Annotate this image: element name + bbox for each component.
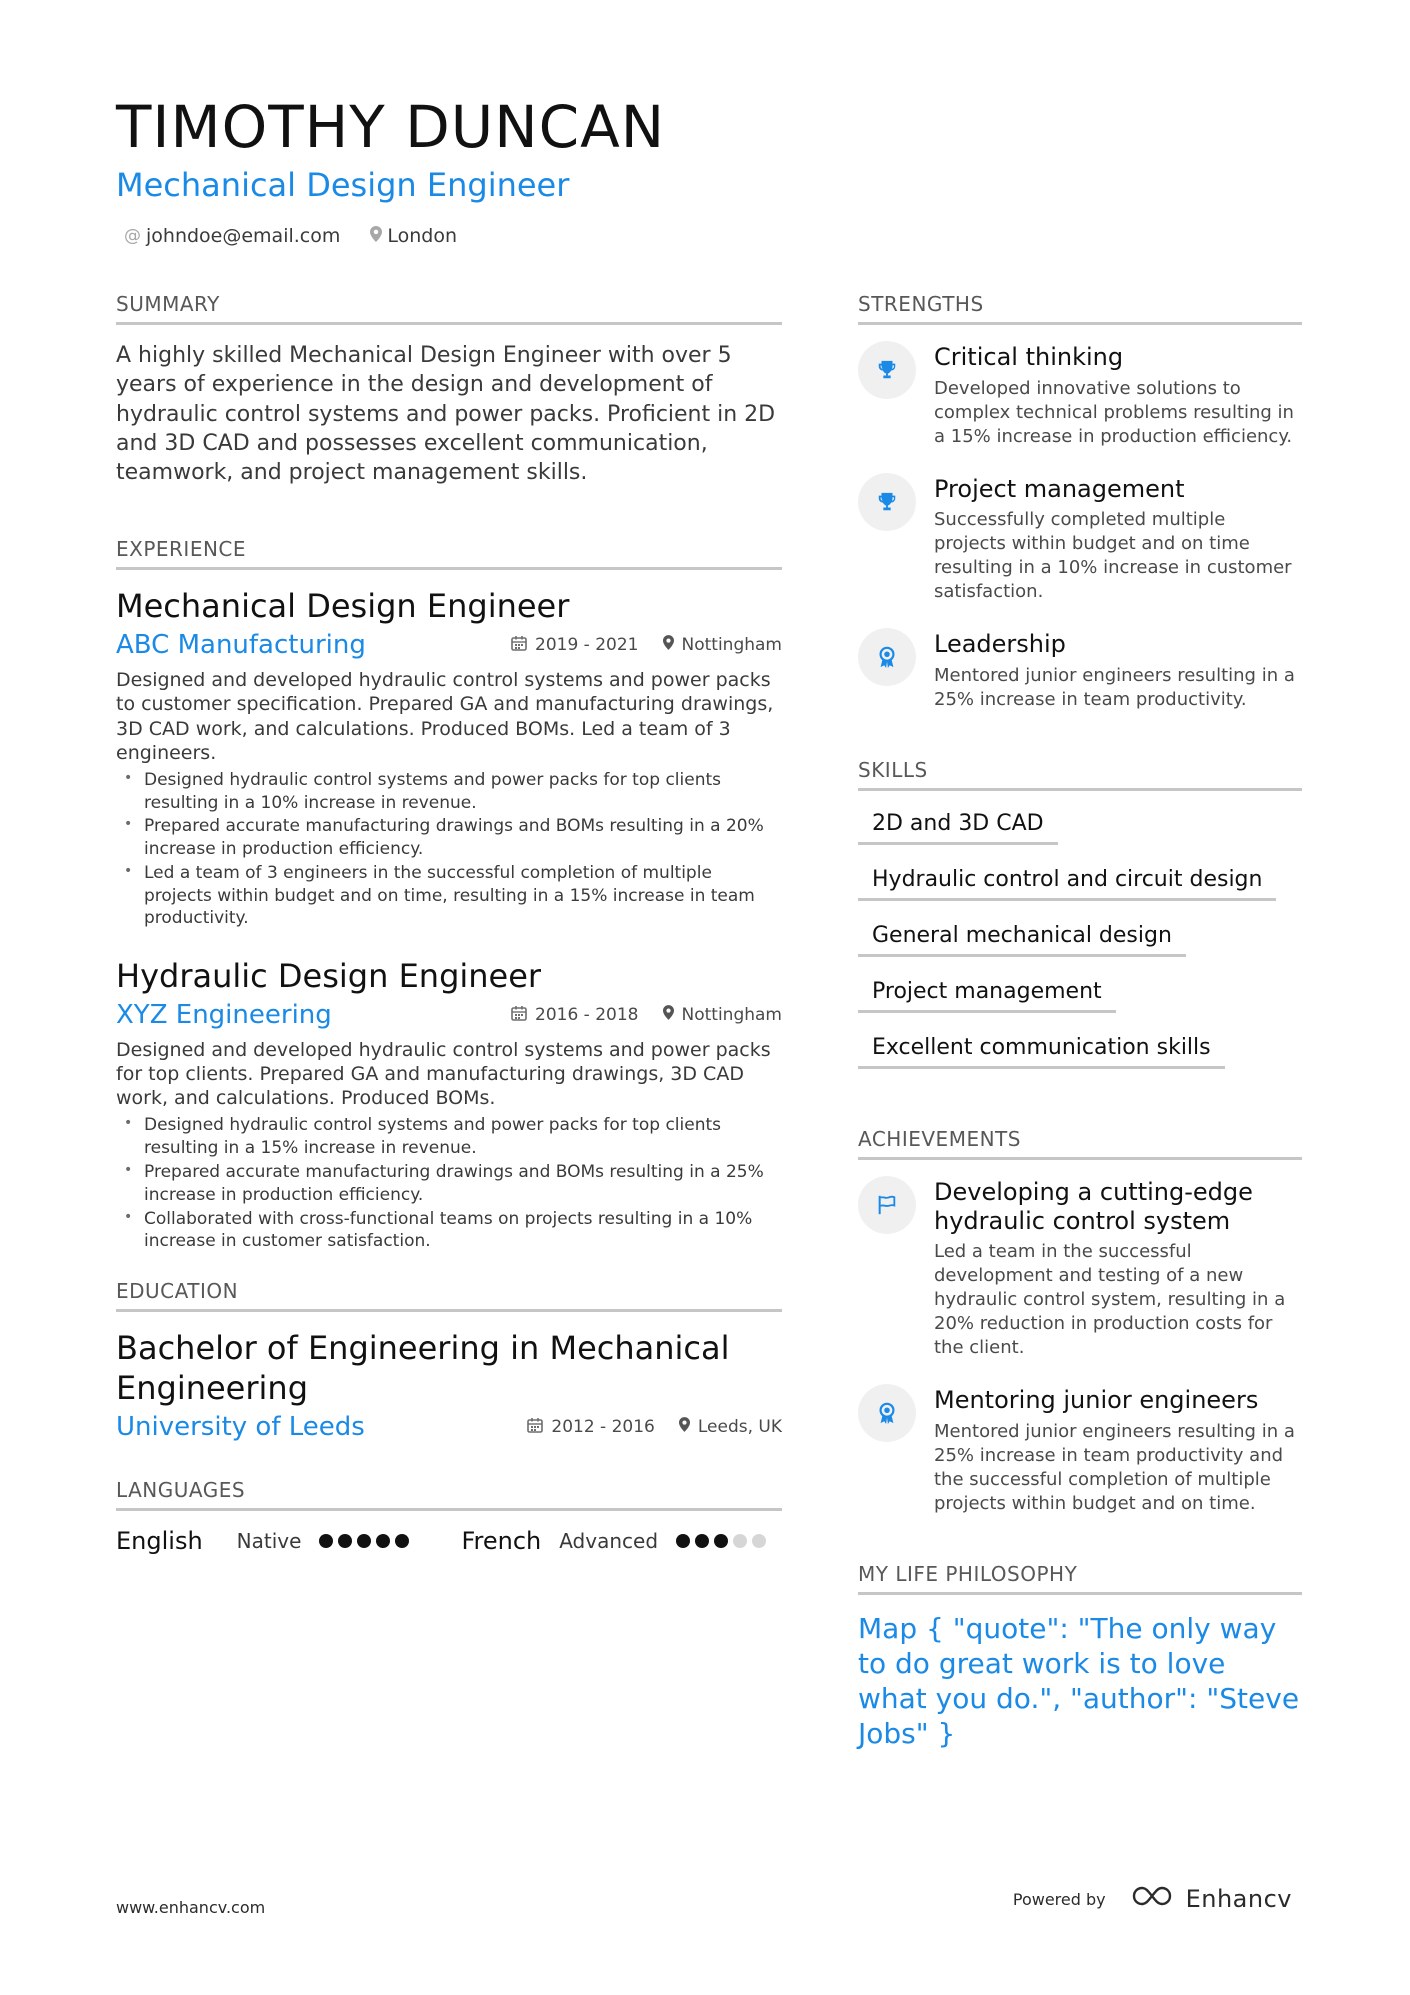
bullet-item: • Led a team of 3 engineers in the successful completion of multiple projects within budget and on time, resulting in a 15% increase in team productivity. — [116, 862, 782, 930]
strength-title: Leadership — [934, 630, 1066, 659]
bullet-item: • Designed hydraulic control systems and power packs for top clients resulting in a 10% increase in revenue. — [116, 769, 782, 815]
achievement-title: Mentoring junior engineers — [934, 1386, 1259, 1415]
brand-logo[interactable] — [1130, 1884, 1292, 1914]
summary-section — [116, 292, 782, 487]
location-pin-icon — [663, 635, 674, 655]
skill-tag: General mechanical design — [858, 919, 1186, 957]
enhancv-logo-icon — [1130, 1884, 1176, 1914]
philosophy-section — [858, 1562, 1302, 1751]
job-bullets — [116, 769, 782, 930]
location-text: Nottingham — [681, 1005, 782, 1026]
bullet-item: • Prepared accurate manufacturing drawings and BOMs resulting in a 20% increase in production efficiency. — [116, 815, 782, 861]
contact-email[interactable] — [124, 225, 340, 247]
proficiency-dots — [319, 1534, 409, 1548]
job-bullets — [116, 1114, 782, 1253]
language-name: French — [461, 1527, 542, 1556]
job-meta — [511, 635, 782, 656]
location-text: London — [387, 225, 458, 247]
degree-title: Bachelor of Engineering in Mechanical Engineering — [116, 1329, 730, 1408]
proficiency-dot-empty — [733, 1534, 747, 1548]
at-icon: @ — [124, 226, 141, 246]
contact-info — [124, 225, 457, 247]
education-dates — [527, 1417, 654, 1438]
skill-tag: Hydraulic control and circuit design — [858, 863, 1276, 901]
proficiency-dot-filled — [319, 1534, 333, 1548]
calendar-icon — [527, 1417, 543, 1438]
language-item — [461, 1527, 766, 1555]
strength-title: Project management — [934, 474, 1185, 503]
job-title: Mechanical Design Engineer — [116, 587, 570, 626]
strength-item — [858, 473, 1302, 605]
proficiency-dot-filled — [676, 1534, 690, 1548]
company-name: XYZ Engineering — [116, 1000, 332, 1031]
location-text: Leeds, UK — [697, 1417, 782, 1438]
job-description: Designed and developed hydraulic control systems and power packs to customer specification. Prepared GA and manufacturing drawings, 3D CAD work, and calculations. Produced BOMs. Led a team of 3 engineers. — [116, 669, 774, 764]
languages-heading: LANGUAGES — [116, 1478, 782, 1511]
education-section — [116, 1279, 782, 1442]
proficiency-dot-filled — [357, 1534, 371, 1548]
powered-by-label: Powered by — [1012, 1889, 1106, 1909]
education-location — [679, 1417, 782, 1437]
job-entry — [116, 586, 782, 930]
brand-name: Enhancv — [1185, 1885, 1292, 1913]
trophy-icon — [858, 341, 916, 399]
skills-list — [858, 807, 1302, 1069]
language-item — [116, 1527, 409, 1555]
flag-icon — [858, 1176, 916, 1234]
location-pin-icon — [370, 226, 382, 247]
strengths-section — [858, 292, 1302, 712]
achievement-description: Led a team in the successful development and testing of a new hydraulic control system, resulting in a 20% reduction in production costs for the client. — [934, 1241, 1286, 1359]
strength-title: Critical thinking — [934, 343, 1124, 371]
proficiency-dot-filled — [376, 1534, 390, 1548]
location-pin-icon — [679, 1417, 690, 1437]
achievement-description: Mentored junior engineers resulting in a 25% increase in team productivity and the successful completion of multiple projects within budget and on time. — [934, 1420, 1295, 1514]
contact-location — [370, 225, 457, 247]
strength-description: Successfully completed multiple projects within budget and on time resulting in a 10% increase in customer satisfaction. — [934, 509, 1292, 603]
left-column — [116, 292, 782, 1555]
proficiency-dot-empty — [752, 1534, 766, 1548]
achievements-heading: ACHIEVEMENTS — [858, 1127, 1302, 1160]
language-name: English — [116, 1527, 203, 1556]
philosophy-quote: Map { "quote": "The only way to do great work is to love what you do.", "author": "Steve Jobs" } — [858, 1611, 1300, 1750]
bullet-item: • Designed hydraulic control systems and power packs for top clients resulting in a 15% increase in revenue. — [116, 1114, 782, 1160]
job-title: Hydraulic Design Engineer — [116, 957, 542, 996]
email-text: johndoe@email.com — [146, 225, 341, 247]
proficiency-dot-filled — [695, 1534, 709, 1548]
skill-tag: Project management — [858, 975, 1116, 1013]
job-entry — [116, 956, 782, 1253]
language-level: Advanced — [559, 1529, 659, 1554]
skill-tag: Excellent communication skills — [858, 1031, 1225, 1069]
philosophy-heading: MY LIFE PHILOSOPHY — [858, 1562, 1302, 1595]
achievement-item — [858, 1384, 1302, 1516]
proficiency-dot-filled — [395, 1534, 409, 1548]
skill-tag: 2D and 3D CAD — [858, 807, 1058, 845]
strengths-heading: STRENGTHS — [858, 292, 1302, 325]
footer-branding — [1013, 1884, 1292, 1914]
job-subheader — [116, 630, 782, 660]
location-pin-icon — [663, 1005, 674, 1025]
candidate-role: Mechanical Design Engineer — [116, 166, 570, 204]
language-level: Native — [236, 1529, 302, 1554]
right-column — [858, 292, 1302, 1751]
candidate-name: TIMOTHY DUNCAN — [116, 93, 666, 161]
bullet-item: • Collaborated with cross-functional teams on projects resulting in a 10% increase in customer satisfaction. — [116, 1208, 782, 1254]
experience-section — [116, 537, 782, 1253]
education-subheader — [116, 1412, 782, 1442]
education-meta — [527, 1417, 782, 1438]
languages-section — [116, 1478, 782, 1555]
job-meta — [511, 1005, 782, 1026]
education-heading: EDUCATION — [116, 1279, 782, 1312]
dates-text: 2012 - 2016 — [551, 1417, 655, 1438]
strength-description: Mentored junior engineers resulting in a 25% increase in team productivity. — [934, 664, 1295, 710]
strength-item — [858, 628, 1302, 712]
proficiency-dot-filled — [714, 1534, 728, 1548]
proficiency-dot-filled — [338, 1534, 352, 1548]
trophy-icon — [858, 473, 916, 531]
job-location — [663, 635, 783, 655]
bullet-item: • Prepared accurate manufacturing drawings and BOMs resulting in a 25% increase in production efficiency. — [116, 1161, 782, 1207]
achievement-title: Developing a cutting-edge hydraulic control system — [934, 1177, 1253, 1235]
achievements-section — [858, 1127, 1302, 1516]
strength-description: Developed innovative solutions to complex technical problems resulting in a 15% increase in production efficiency. — [934, 377, 1294, 447]
footer-website-link[interactable]: www.enhancv.com — [116, 1898, 266, 1917]
calendar-icon — [511, 1005, 527, 1026]
company-name: ABC Manufacturing — [116, 630, 366, 661]
job-dates — [511, 1005, 638, 1026]
job-location — [663, 1005, 783, 1025]
summary-heading: SUMMARY — [116, 292, 782, 325]
experience-heading: EXPERIENCE — [116, 537, 782, 570]
proficiency-dots — [676, 1534, 766, 1548]
skills-section — [858, 758, 1302, 1069]
dates-text: 2016 - 2018 — [535, 1005, 639, 1026]
strength-item — [858, 341, 1302, 449]
summary-text: A highly skilled Mechanical Design Engineer with over 5 years of experience in the design and development of hydraulic control systems and power packs. Proficient in 2D and 3D CAD and possesses excellent communication, teamwork, and project management skills. — [116, 343, 776, 485]
job-subheader — [116, 1000, 782, 1030]
job-dates — [511, 635, 638, 656]
languages-list — [116, 1527, 782, 1555]
job-description: Designed and developed hydraulic control systems and power packs for top clients. Prepared GA and manufacturing drawings, 3D CAD work, and calculations. Produced BOMs. — [116, 1039, 771, 1110]
achievement-item — [858, 1176, 1302, 1360]
medal-icon — [858, 628, 916, 686]
skills-heading: SKILLS — [858, 758, 1302, 791]
medal-icon — [858, 1384, 916, 1442]
school-name: University of Leeds — [116, 1412, 365, 1443]
location-text: Nottingham — [681, 635, 782, 656]
calendar-icon — [511, 635, 527, 656]
dates-text: 2019 - 2021 — [535, 635, 639, 656]
